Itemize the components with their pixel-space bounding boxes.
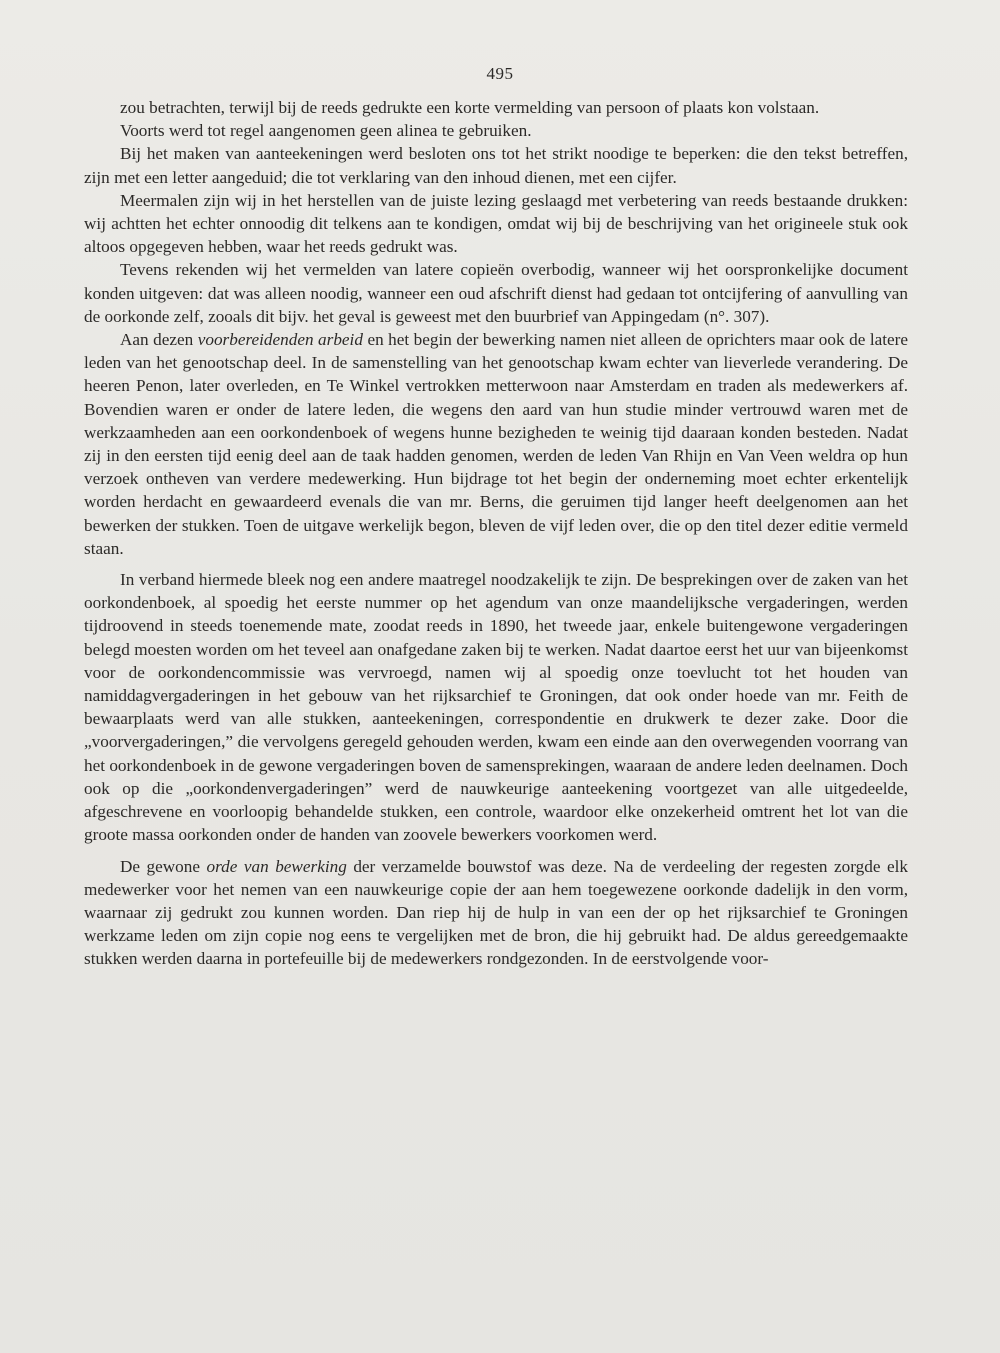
paragraph-text: der verzamelde bouwstof was deze. Na de verdeeling der regesten zorgde elk medewerker voor het nemen van een nauwkeurige copie der aan hem toegewezene oorkonde dadelijk in den vorm, waarnaar zij gedrukt zou kunnen worden. Dan riep hij de hulp in van een der op het rijksarchief te Groningen werkzame leden om zijn copie nog eens te vergelijken met de bron, die hij gebruikt had. De aldus gereedgemaakte stukken werden daarna in portefeuille bij de medewerkers rondgezonden. In de eerstvolgende voor-	[84, 856, 908, 969]
paragraph-8	[84, 855, 908, 971]
paragraph-1	[84, 96, 908, 119]
page-number: 495	[486, 64, 514, 83]
italic-term-orde-van-bewerking: orde van bewerking	[206, 856, 347, 876]
paragraph-2	[84, 119, 908, 142]
paragraph-text: Voorts werd tot regel aangenomen geen alinea te gebruiken.	[120, 121, 532, 141]
paragraph-text: De gewone	[120, 856, 207, 876]
italic-term-voorbereidenden-arbeid: voorbereidenden arbeid	[197, 330, 363, 350]
paragraph-7	[84, 568, 908, 846]
paragraph-text: Aan dezen	[120, 330, 198, 350]
paragraph-text: Bij het maken van aanteekeningen werd besloten ons tot het strikt noodige te beperken: die den tekst betreffen, zijn met een letter aangeduid; die tot verklaring van den inhoud dienen, met een cijfer.	[84, 144, 908, 187]
paragraph-text: en het begin der bewerking namen niet alleen de oprichters maar ook de latere leden van het genootschap deel. In de samenstelling van het genootschap kwam echter van lieverlede verandering. De heeren Penon, later overleden, en Te Winkel vertrokken metterwoon naar Amsterdam en traden als medewerkers af. Bovendien waren er onder de latere leden, die wegens den aard van hun studie minder vertrouwd waren met de werkzaamheden aan een oorkondenboek of wegens hunne bezigheden te weinig tijd daaraan konden besteden. Nadat zij in den eersten tijd eenig deel aan de taak hadden genomen, werden de leden Van Rhijn en Van Veen weldra op hun verzoek ontheven van verdere medewerking. Hun bijdrage tot het begin der onderneming moet echter erkentelijk worden herdacht en gewaardeerd evenals die van mr. Berns, die geruimen tijd langer heeft deelgenomen aan het bewerken der stukken. Toen de uitgave werkelijk begon, bleven de vijf leden over, die op den titel dezer editie vermeld staan.	[84, 330, 908, 558]
paragraph-6	[84, 328, 908, 560]
paragraph-3	[84, 142, 908, 188]
paragraph-5	[84, 258, 908, 328]
paragraph-text: Meermalen zijn wij in het herstellen van de juiste lezing geslaagd met verbetering van reeds bestaande drukken: wij achtten het echter onnoodig dit telkens aan te kondigen, omdat wij bij de beschrijving van het origineele stuk ook altoos opgegeven hebben, waar het reeds gedrukt was.	[84, 190, 908, 257]
paragraph-text: In verband hiermede bleek nog een andere maatregel noodzakelijk te zijn. De besprekingen over de zaken van het oorkondenboek, al spoedig het eerste nummer op het agendum van onze maandelijksche vergaderingen, werden tijdroovend in steeds toenemende mate, zoodat reeds in 1890, het tweede jaar, enkele buitengewone vergaderingen belegd moesten worden om het teveel aan onafgedane zaken bij te werken. Nadat daartoe eerst het uur van bijeenkomst voor de oorkondencommissie was vervroegd, namen wij al spoedig onze toevlucht tot het houden van namiddagvergaderingen in het gebouw van het rijksarchief te Groningen, dat ook onder hoede van mr. Feith de bewaarplaats werd van alle stukken, aanteekeningen, correspondentie en drukwerk te dezer zake. Door die „voorvergaderingen,” die vervolgens geregeld gehouden werden, kwam een einde aan den overwegenden voorrang van het oorkondenboek in de gewone vergaderingen boven de samensprekingen, waaraan de andere leden deelnamen. Doch ook op die „oorkondenvergaderingen” werd de nauwkeurige aanteekening voortgezet van alle uitgedeelde, afgeschrevene en voorloopig behandelde stukken, een controle, waardoor elke onzekerheid omtrent het lot van die groote massa oorkonden onder de handen van zoovele bewerkers voorkomen werd.	[84, 570, 908, 845]
paragraph-4	[84, 189, 908, 259]
paragraph-text: Tevens rekenden wij het vermelden van latere copieën overbodig, wanneer wij het oorspronkelijke document konden uitgeven: dat was alleen noodig, wanneer een oud afschrift dienst had gedaan tot ontcijfering of aanvulling van de oorkonde zelf, zooals dit bijv. het geval is geweest met den buurbrief van Appingedam (n°. 307).	[84, 260, 908, 326]
body-text	[84, 96, 908, 971]
paragraph-text: zou betrachten, terwijl bij de reeds gedrukte een korte vermelding van persoon of plaats kon volstaan.	[120, 98, 820, 117]
